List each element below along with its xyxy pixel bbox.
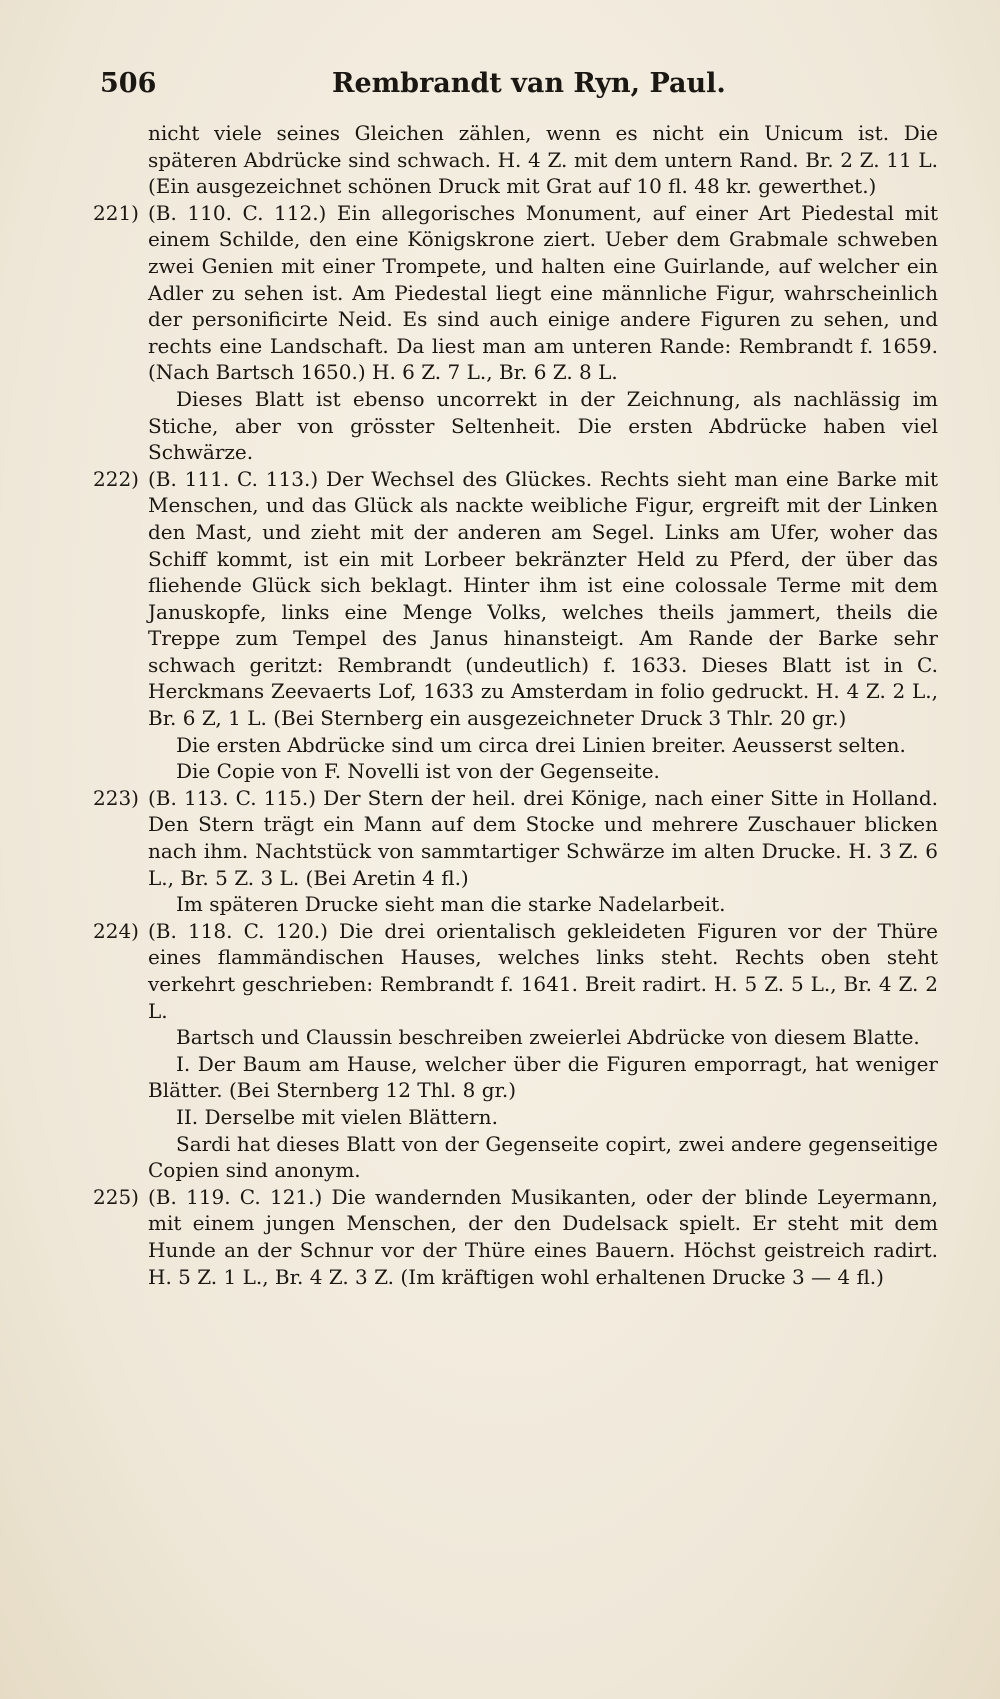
entry-number: 222) <box>93 466 139 491</box>
entry-note: Die ersten Abdrücke sind um circa drei Linien breiter. Aeusserst selten. <box>176 732 906 757</box>
catalogue-entry-225 <box>93 1184 938 1290</box>
entry-note: Die Copie von F. Novelli ist von der Gegenseite. <box>176 759 660 784</box>
entry-text: (B. 118. C. 120.) Die drei orientalisch gekleideten Figuren vor der Thüre eines flammändischen Hauses, welches links steht. Rechts oben steht verkehrt geschrieben: Rembrandt f. 1641. Breit radirt. H. 5 Z. 5 L., Br. 4 Z. 2 L. <box>148 918 938 1023</box>
entry-text: (B. 111. C. 113.) Der Wechsel des Glückes. Rechts sieht man eine Barke mit Menschen, und das Glück als nackte weibliche Figur, ergreift mit der Linken den Mast, und zieht mit der anderen am Segel. Links am Ufer, woher das Schiff kommt, ist ein mit Lorbeer bekränzter Held zu Pferd, der über das fliehende Glück sich beklagt. Hinter ihm ist eine colossale Terme mit dem Januskopfe, links eine Menge Volks, welches theils jammert, theils die Treppe zum Tempel des Janus hinansteigt. Am Rande der Barke sehr schwach geritzt: Rembrandt (undeutlich) f. 1633. Dieses Blatt ist in C. Herckmans Zeevaerts Lof, 1633 zu Amsterdam in folio gedruckt. H. 4 Z. 2 L., Br. 6 Z, 1 L. (Bei Sternberg ein ausgezeichneter Druck 3 Thlr. 20 gr.) <box>148 466 938 731</box>
entry-number: 225) <box>93 1184 139 1209</box>
entry-number: 224) <box>93 918 139 943</box>
catalogue-entry-221 <box>93 200 938 466</box>
running-head: Rembrandt van Ryn, Paul. <box>332 68 726 99</box>
state-one: I. Der Baum am Hause, welcher über die Figuren emporragt, hat weniger Blätter. (Bei Sternberg 12 Thl. 8 gr.) <box>148 1051 938 1103</box>
state-two: II. Derselbe mit vielen Blättern. <box>176 1104 498 1129</box>
continued-paragraph: nicht viele seines Gleichen zählen, wenn es nicht ein Unicum ist. Die späteren Abdrücke sind schwach. H. 4 Z. mit dem untern Rand. Br. 2 Z. 11 L. (Ein ausgezeichnet schönen Druck mit Grat auf 10 fl. 48 kr. gewerthet.) <box>148 121 938 199</box>
entry-text: (B. 119. C. 121.) Die wandernden Musikanten, oder der blinde Leyermann, mit einem jungen Menschen, der den Dudelsack spielt. Er steht mit dem Hunde an der Schnur vor der Thüre eines Bauern. Höchst geistreich radirt. H. 5 Z. 1 L., Br. 4 Z. 3 Z. (Im kräftigen wohl erhaltenen Drucke 3 — 4 fl.) <box>148 1184 938 1289</box>
catalogue-entry-222 <box>93 466 938 785</box>
entry-note: Sardi hat dieses Blatt von der Gegenseite copirt, zwei andere gegenseitige Copien sind anonym. <box>148 1131 938 1183</box>
entry-text: (B. 113. C. 115.) Der Stern der heil. drei Könige, nach einer Sitte in Holland. Den Stern trägt ein Mann auf dem Stocke und mehrere Zuschauer blicken nach ihm. Nachtstück von sammtartiger Schwärze im alten Drucke. H. 3 Z. 6 L., Br. 5 Z. 3 L. (Bei Aretin 4 fl.) <box>148 785 938 890</box>
page-number: 506 <box>100 68 157 99</box>
entry-note: Dieses Blatt ist ebenso uncorrekt in der Zeichnung, als nachlässig im Stiche, aber von grösster Seltenheit. Die ersten Abdrücke haben viel Schwärze. <box>148 386 938 465</box>
page-header <box>100 68 930 108</box>
catalogue-entry-223 <box>93 785 938 918</box>
entry-text: (B. 110. C. 112.) Ein allegorisches Monument, auf einer Art Piedestal mit einem Schilde, den eine Königskrone ziert. Ueber dem Grabmale schweben zwei Genien mit einer Trompete, und halten eine Guirlande, auf welcher ein Adler zu sehen ist. Am Piedestal liegt eine männliche Figur, wahrscheinlich der personificirte Neid. Es sind auch einige andere Figuren zu sehen, und rechts eine Landschaft. Da liest man am unteren Rande: Rembrandt f. 1659. (Nach Bartsch 1650.) H. 6 Z. 7 L., Br. 6 Z. 8 L. <box>148 200 938 385</box>
catalogue-text <box>93 120 938 1290</box>
entry-note: Im späteren Drucke sieht man die starke Nadelarbeit. <box>176 892 726 917</box>
catalogue-entry-224 <box>93 918 938 1184</box>
entry-number: 221) <box>93 200 139 225</box>
entry-number: 223) <box>93 785 139 810</box>
entry-note: Bartsch und Claussin beschreiben zweierlei Abdrücke von diesem Blatte. <box>176 1025 920 1050</box>
